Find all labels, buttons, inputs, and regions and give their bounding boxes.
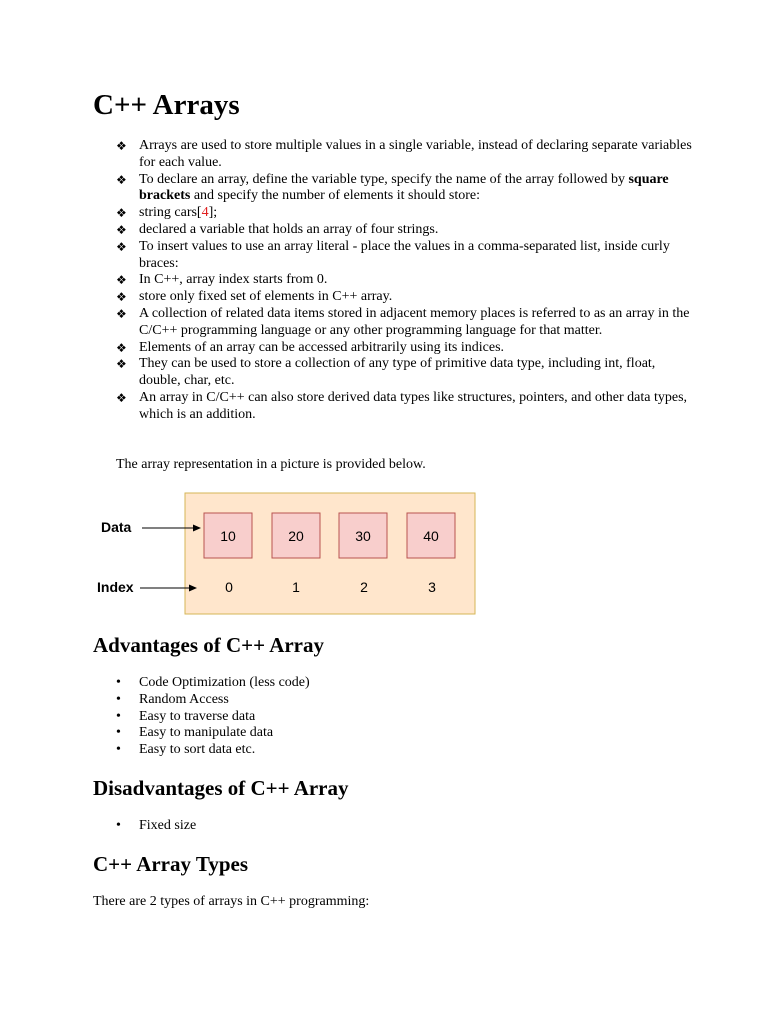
array-index: 2 [360,579,368,595]
list-item [93,289,693,306]
advantages-list [93,675,653,759]
index-label: Index [97,579,134,595]
list-item-text: Easy to traverse data [139,708,256,724]
array-value: 30 [355,528,371,544]
diamond-bullet-icon: ❖ [116,290,127,305]
array-diagram [93,488,483,618]
list-item-text: A collection of related data items stored in adjacent memory places is referred to as an array in the C/C++ programming language or any other programming language for that matter. [139,305,690,338]
bullet-dot-icon: • [116,708,121,724]
list-item-text: They can be used to store a collection of any type of primitive data type, including int, float, double, char, etc. [139,356,656,389]
list-item [93,138,693,172]
list-item-text: To insert values to use an array literal - place the values in a comma-separated list, inside curly braces: [139,238,670,271]
bullet-dot-icon: • [116,818,121,833]
diamond-bullet-icon: ❖ [116,239,127,254]
list-item [93,340,693,357]
bullet-dot-icon: • [116,742,121,758]
list-item-text: Arrays are used to store multiple values in a single variable, instead of declaring separate variables for each value. [139,138,692,170]
array-value: 10 [220,528,236,544]
list-item-bold-text: square brackets [139,171,669,204]
bullet-dot-icon: • [116,691,121,707]
list-item-text: declared a variable that holds an array of four strings. [139,221,439,237]
list-item [93,709,653,726]
diamond-bullet-icon: ❖ [116,340,127,355]
diamond-bullet-icon: ❖ [116,172,127,187]
list-item [93,725,653,742]
list-item [93,356,693,390]
list-item [93,172,693,206]
bullet-dot-icon: • [116,675,121,690]
diamond-bullet-icon: ❖ [116,357,127,372]
picture-note: The array representation in a picture is provided below. [116,457,426,472]
list-item-text: To declare an array, define the variable type, specify the name of the array followed by [139,171,629,187]
list-item [93,818,653,835]
list-item [93,222,693,239]
list-item [93,272,693,289]
array-value: 40 [423,528,439,544]
list-item-text: Easy to sort data etc. [139,742,256,758]
disadvantages-heading: Disadvantages of C++ Array [93,776,349,800]
intro-bullet-list [93,138,693,424]
list-item [93,742,653,759]
array-types-heading: C++ Array Types [93,852,248,876]
disadvantages-list [93,818,653,835]
array-size-number: 4 [201,205,209,221]
list-item [93,306,693,340]
list-item-text: Random Access [139,691,229,707]
diamond-bullet-icon: ❖ [116,306,127,321]
data-label: Data [101,519,132,535]
list-item-text: Code Optimization (less code) [139,675,310,690]
list-item-text: ]; [208,205,218,221]
bullet-dot-icon: • [116,725,121,741]
diamond-bullet-icon: ❖ [116,222,127,237]
list-item-text: In C++, array index starts from 0. [139,272,328,288]
list-item-text: Fixed size [139,818,197,833]
array-index: 1 [292,579,300,595]
list-item [93,675,653,692]
diamond-bullet-icon: ❖ [116,139,127,153]
page-title: C++ Arrays [93,89,240,121]
array-index: 3 [428,579,436,595]
list-item-text: string cars[ [139,205,202,221]
diamond-bullet-icon: ❖ [116,273,127,288]
list-item [93,692,653,709]
advantages-heading: Advantages of C++ Array [93,633,324,657]
list-item [93,390,693,424]
array-types-text: There are 2 types of arrays in C++ programming: [93,894,370,909]
diamond-bullet-icon: ❖ [116,206,127,221]
array-value: 20 [288,528,304,544]
list-item-text: and specify the number of elements it should store: [190,188,480,204]
list-item-text: Easy to manipulate data [139,725,274,741]
list-item [93,205,693,222]
list-item [93,239,693,273]
list-item-text: Elements of an array can be accessed arbitrarily using its indices. [139,339,505,355]
list-item-text: An array in C/C++ can also store derived data types like structures, pointers, and other data types, which is an addition. [139,389,688,422]
array-index: 0 [225,579,233,595]
list-item-text: store only fixed set of elements in C++ array. [139,289,393,305]
diamond-bullet-icon: ❖ [116,390,127,405]
